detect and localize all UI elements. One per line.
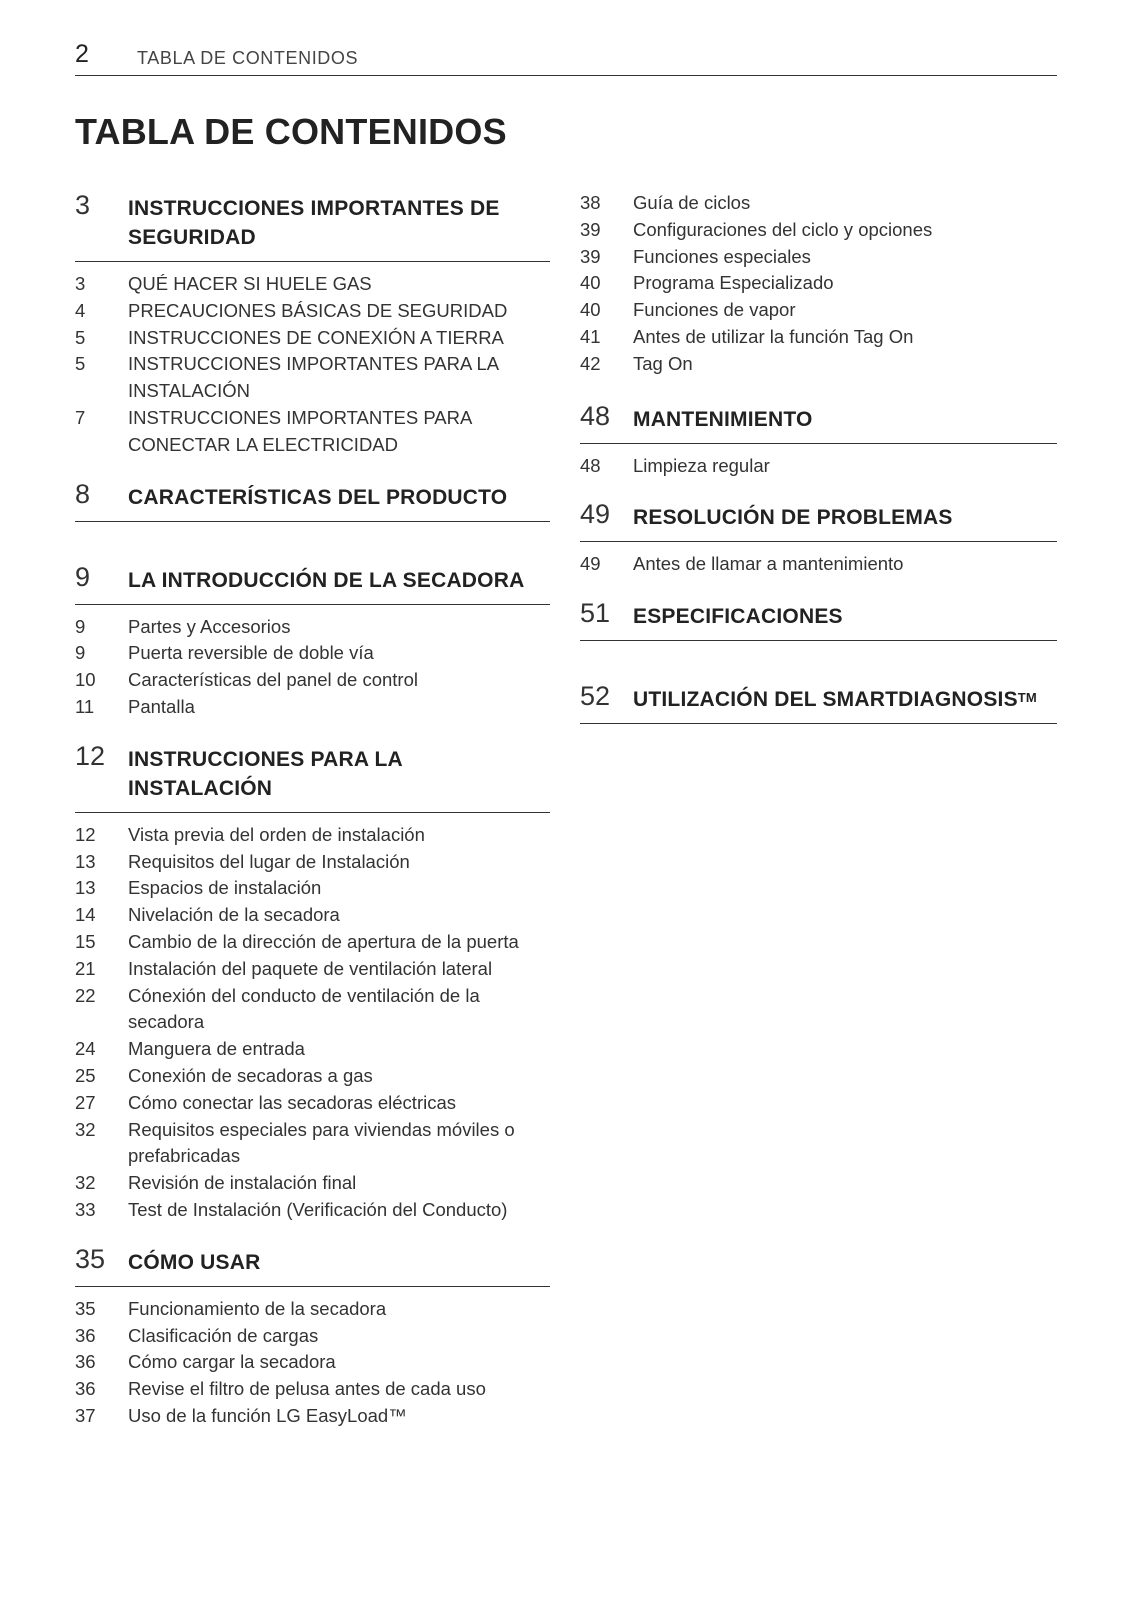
toc-entry: [75, 1403, 550, 1430]
entry-page-number: 32: [75, 1172, 96, 1194]
entry-page-number: 37: [75, 1404, 96, 1426]
section-page-number: 49: [580, 499, 611, 530]
toc-entry: [75, 929, 550, 956]
toc-entry: [580, 270, 1057, 297]
entry-page-number: 40: [580, 299, 601, 321]
entry-title: Requisitos especiales para viviendas móviles o prefabricadas: [128, 1118, 515, 1167]
entry-title: Uso de la función LG EasyLoad™: [128, 1404, 407, 1426]
section-heading: [75, 562, 550, 605]
entry-page-number: 3: [75, 273, 86, 294]
toc-section: [580, 598, 1057, 641]
page-number: 2: [75, 40, 89, 68]
entry-title: INSTRUCCIONES DE CONEXIÓN A TIERRA: [128, 326, 504, 348]
entry-title: Antes de llamar a mantenimiento: [633, 553, 904, 575]
section-page-number: 48: [580, 400, 611, 431]
toc-entry: [75, 1170, 550, 1197]
toc-entry: [75, 849, 550, 876]
toc-entry: [75, 902, 550, 929]
entry-title: Cómo conectar las secadoras eléctricas: [128, 1091, 457, 1113]
entry-page-number: 48: [580, 454, 601, 476]
entry-page-number: 7: [75, 406, 86, 428]
toc-section: [580, 401, 1057, 480]
entry-title: Espacios de instalación: [128, 877, 322, 899]
section-title-text: ESPECIFICACIONES: [633, 605, 843, 629]
toc-entry: [75, 1323, 550, 1350]
toc-entry: [580, 244, 1057, 271]
entry-title: Funciones especiales: [633, 245, 811, 267]
entry-title: Revise el filtro de pelusa antes de cada uso: [128, 1378, 486, 1400]
toc-entry: [75, 1090, 550, 1117]
section-page-number: 35: [75, 1243, 106, 1274]
entry-page-number: 14: [75, 904, 96, 926]
section-title-text: CARACTERÍSTICAS DEL PRODUCTO: [128, 485, 508, 509]
toc-entry: [75, 298, 550, 325]
section-title-text: UTILIZACIÓN DEL SMARTDIAGNOSIS: [633, 688, 1018, 712]
entry-title: Conexión de secadoras a gas: [128, 1064, 373, 1086]
entry-title: QUÉ HACER SI HUELE GAS: [128, 273, 372, 294]
entry-title: Guía de ciclos: [633, 192, 751, 213]
section-title-text: LA INTRODUCCIÓN DE LA SECADORA: [128, 568, 525, 592]
toc-entry: [580, 190, 1057, 217]
entry-page-number: 15: [75, 930, 96, 952]
entry-page-number: 39: [580, 218, 601, 240]
entry-title: Tag On: [633, 352, 693, 374]
toc-entry: [75, 351, 550, 405]
toc-entry: [75, 1063, 550, 1090]
toc-entry: [75, 956, 550, 983]
entry-title: Configuraciones del ciclo y opciones: [633, 218, 933, 240]
toc-section: [75, 562, 550, 721]
entry-title: INSTRUCCIONES IMPORTANTES PARA LA INSTALACIÓN: [128, 353, 499, 402]
entry-page-number: 13: [75, 877, 96, 899]
running-title: TABLA DE CONTENIDOS: [137, 48, 359, 68]
entry-page-number: 49: [580, 553, 601, 575]
entry-page-number: 41: [580, 325, 601, 347]
entry-title: Vista previa del orden de instalación: [128, 823, 425, 845]
entry-title: INSTRUCCIONES IMPORTANTES PARA CONECTAR LA ELECTRICIDAD: [128, 406, 472, 455]
entry-title: Revisión de instalación final: [128, 1172, 357, 1194]
entry-page-number: 39: [580, 245, 601, 267]
toc-section: [75, 190, 550, 459]
entry-title: Funciones de vapor: [633, 299, 796, 321]
section-heading: [75, 1244, 550, 1287]
section-heading: [580, 401, 1057, 444]
page-title: TABLA DE CONTENIDOS: [75, 111, 507, 152]
toc-entry: [75, 875, 550, 902]
entry-title: Partes y Accesorios: [128, 615, 291, 637]
toc-entry: [580, 297, 1057, 324]
section-title-text: RESOLUCIÓN DE PROBLEMAS: [633, 506, 953, 530]
section-page-number: 8: [75, 478, 91, 509]
entry-page-number: 4: [75, 299, 86, 321]
entry-page-number: 25: [75, 1064, 96, 1086]
entry-title: Test de Instalación (Verificación del Conducto): [128, 1198, 508, 1220]
entry-page-number: 13: [75, 850, 96, 872]
continued-entries: [580, 190, 1057, 378]
section-title-text: INSTRUCCIONES IMPORTANTES DE SEGURIDAD: [128, 197, 500, 249]
section-title: [633, 499, 1057, 532]
toc-entry: [75, 667, 550, 694]
toc-right-column: [580, 190, 1057, 764]
section-page-number: 12: [75, 740, 106, 771]
entry-page-number: 5: [75, 326, 86, 348]
section-heading: [75, 741, 550, 813]
entry-page-number: 24: [75, 1038, 96, 1060]
toc-section: [75, 1244, 550, 1430]
section-title: [128, 562, 550, 595]
entry-title: Puerta reversible de doble vía: [128, 642, 374, 664]
toc-entry: [580, 324, 1057, 351]
toc-section: [580, 499, 1057, 578]
entry-page-number: 36: [75, 1351, 96, 1373]
toc-section: [75, 479, 550, 522]
entry-page-number: 42: [580, 352, 601, 374]
toc-entry: [580, 453, 1057, 480]
section-title: [128, 479, 550, 512]
section-heading: [580, 499, 1057, 542]
toc-entry: [75, 1197, 550, 1224]
entry-page-number: 38: [580, 192, 601, 213]
section-page-number: 3: [75, 190, 91, 220]
entry-title: Antes de utilizar la función Tag On: [633, 325, 914, 347]
entry-page-number: 9: [75, 642, 86, 664]
entry-page-number: 21: [75, 957, 96, 979]
entry-title: Instalación del paquete de ventilación lateral: [128, 957, 493, 979]
entry-title: Características del panel de control: [128, 669, 418, 691]
toc-entry: [75, 1349, 550, 1376]
page-header: [75, 40, 1057, 76]
toc-entry: [580, 551, 1057, 578]
section-heading: [580, 681, 1057, 724]
section-page-number: 9: [75, 561, 91, 592]
section-heading: [75, 190, 550, 262]
entry-title: Requisitos del lugar de Instalación: [128, 850, 410, 872]
entry-title: Funcionamiento de la secadora: [128, 1297, 387, 1319]
toc-entry: [75, 271, 550, 298]
toc-entry: [580, 351, 1057, 378]
entry-page-number: 36: [75, 1324, 96, 1346]
entry-page-number: 35: [75, 1297, 96, 1319]
entry-page-number: 22: [75, 984, 96, 1006]
toc-entry: [75, 1036, 550, 1063]
toc-entry: [75, 822, 550, 849]
toc-entry: [75, 694, 550, 721]
section-title: [633, 401, 1057, 434]
entry-title: Cambio de la dirección de apertura de la puerta: [128, 930, 519, 952]
toc-entry: [75, 325, 550, 352]
section-page-number: 52: [580, 681, 611, 712]
entry-title: Cónexión del conducto de ventilación de la secadora: [128, 984, 480, 1033]
toc-entry: [75, 614, 550, 641]
entry-page-number: 33: [75, 1198, 96, 1220]
section-title: [633, 681, 1057, 714]
entry-title: Nivelación de la secadora: [128, 904, 340, 926]
entry-page-number: 27: [75, 1091, 96, 1113]
toc-section: [75, 741, 550, 1224]
section-title-text: CÓMO USAR: [128, 1250, 261, 1274]
entry-title: Programa Especializado: [633, 272, 834, 294]
section-title: [633, 598, 1057, 631]
trademark-mark: TM: [1017, 690, 1037, 706]
toc-entry: [75, 983, 550, 1037]
entry-page-number: 12: [75, 823, 96, 845]
entry-page-number: 5: [75, 353, 86, 375]
section-heading: [580, 598, 1057, 641]
toc-section: [580, 681, 1057, 724]
entry-title: Pantalla: [128, 695, 195, 717]
entry-page-number: 36: [75, 1378, 96, 1400]
toc-entry: [75, 1376, 550, 1403]
entry-title: PRECAUCIONES BÁSICAS DE SEGURIDAD: [128, 299, 508, 321]
section-page-number: 51: [580, 598, 611, 629]
entry-title: Manguera de entrada: [128, 1038, 305, 1060]
entry-title: Cómo cargar la secadora: [128, 1351, 336, 1373]
entry-page-number: 11: [75, 695, 95, 717]
entry-title: Clasificación de cargas: [128, 1324, 319, 1346]
toc-entry: [75, 405, 550, 459]
entry-page-number: 10: [75, 669, 96, 691]
section-title-text: MANTENIMIENTO: [633, 407, 813, 431]
toc-entry: [75, 1296, 550, 1323]
section-title-text: INSTRUCCIONES PARA LA INSTALACIÓN: [128, 747, 403, 800]
toc-entry: [580, 217, 1057, 244]
section-title: [128, 741, 550, 803]
section-heading: [75, 479, 550, 522]
entry-page-number: 9: [75, 615, 86, 637]
toc-entry: [75, 1117, 550, 1171]
toc-entry: [75, 640, 550, 667]
section-title: [128, 1244, 550, 1277]
entry-page-number: 32: [75, 1118, 96, 1140]
toc-left-column: [75, 190, 550, 1450]
section-title: [128, 190, 550, 252]
entry-title: Limpieza regular: [633, 454, 770, 476]
entry-page-number: 40: [580, 272, 601, 294]
